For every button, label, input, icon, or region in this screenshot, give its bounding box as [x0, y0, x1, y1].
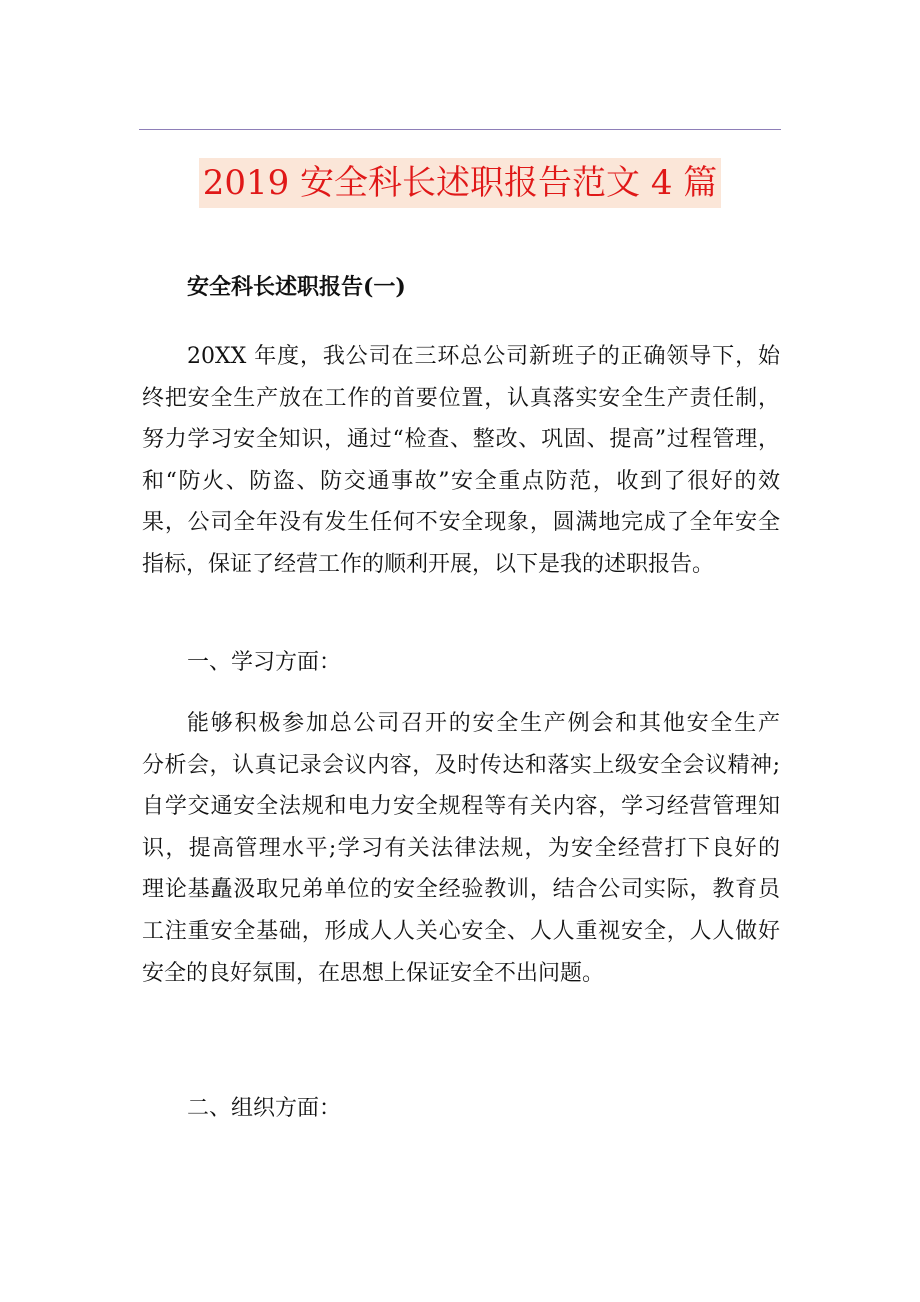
paragraph-line: 工注重安全基础，形成人人关心安全、人人重视安全，人人做好 [142, 918, 780, 944]
section-heading: 安全科长述职报告(一) [187, 274, 406, 300]
sub-heading-organization: 二、组织方面： [187, 1096, 342, 1121]
paragraph-line: 指标，保证了经营工作的顺利开展，以下是我的述职报告。 [142, 551, 715, 577]
paragraph-line: 识，提高管理水平;学习有关法律法规，为安全经营打下良好的 [142, 835, 780, 861]
paragraph-line: 分析会，认真记录会议内容，及时传达和落实上级安全会议精神; [142, 752, 780, 778]
title-wrap [0, 158, 920, 208]
sub-heading-study: 一、学习方面： [187, 650, 342, 675]
paragraph-line: 能够积极参加总公司召开的安全生产例会和其他安全生产 [187, 711, 780, 736]
paragraph-1 [142, 336, 780, 586]
paragraph-line: 20XX 年度，我公司在三环总公司新班子的正确领导下，始 [187, 344, 780, 369]
paragraph-line: 努力学习安全知识，通过“检查、整改、巩固、提高”过程管理， [142, 427, 780, 453]
paragraph-line: 和“防火、防盗、防交通事故”安全重点防范，收到了很好的效 [142, 468, 780, 494]
paragraph-line: 理论基矗汲取兄弟单位的安全经验教训，结合公司实际，教育员 [142, 877, 780, 903]
paragraph-line: 自学交通安全法规和电力安全规程等有关内容，学习经营管理知 [142, 794, 780, 820]
paragraph-line: 终把安全生产放在工作的首要位置，认真落实安全生产责任制， [142, 385, 780, 411]
paragraph-2 [142, 703, 780, 994]
header-rule [139, 129, 781, 130]
paragraph-line: 果，公司全年没有发生任何不安全现象，圆满地完成了全年安全 [142, 510, 780, 536]
document-title: 2019 安全科长述职报告范文 4 篇 [199, 158, 722, 208]
paragraph-line: 安全的良好氛围，在思想上保证安全不出问题。 [142, 960, 605, 986]
